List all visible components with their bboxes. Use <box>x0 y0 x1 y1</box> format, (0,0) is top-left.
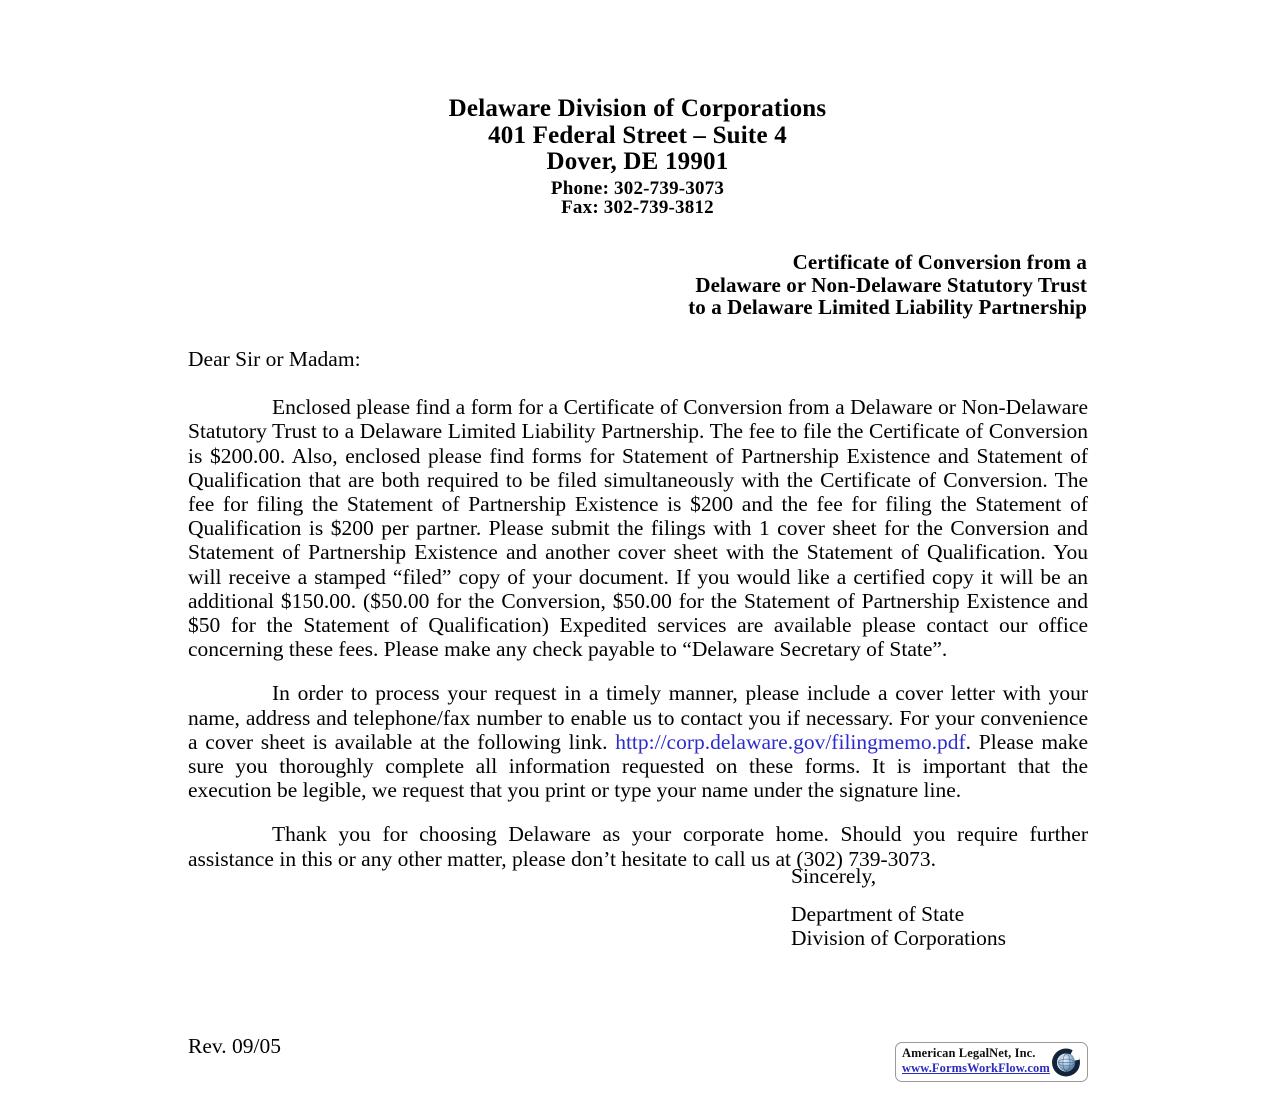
form-title-line-1: Certificate of Conversion from a <box>792 250 1087 274</box>
letterhead-fax: Fax: 302-739-3812 <box>561 197 714 218</box>
paragraph-cover-letter-text-before: In order to process your request in a timely manner, please include a cover letter with your name, address and telephone/fax number to enable us to contact you if necessary. For your convenience a cover sheet is available at the following link. <box>188 681 1088 754</box>
letter-body <box>188 347 1088 871</box>
letterhead-street: 401 Federal Street – Suite 4 <box>488 121 787 149</box>
signature-division: Division of Corporations <box>791 926 1006 951</box>
legalnet-text-group <box>902 1046 1050 1076</box>
letterhead <box>0 96 1275 218</box>
paragraph-fees: Enclosed please find a form for a Certificate of Conversion from a Delaware or Non-Delaware Statutory Trust to a Delaware Limited Liability Partnership. The fee to file the Certificate of Conversion is $200.00. Also, enclosed please find forms for Statement of Partnership Existence and Statement of Qualification that are both required to be filed simultaneously with the Certificate of Conversion. The fee for filing the Statement of Partnership Existence is $200 and the fee for filing the Statement of Qualification is $200 per partner. Please submit the filings with 1 cover sheet for the Conversion and Statement of Partnership Existence and another cover sheet with the Statement of Qualification. You will receive a stamped “filed” copy of your document. If you would like a certified copy it will be an additional $150.00. ($50.00 for the Conversion, $50.00 for the Statement of Partnership Existence and $50 for the Statement of Qualification) Expedited services are available please contact our office concerning these fees. Please make any check payable to “Delaware Secretary of State”. <box>188 395 1088 662</box>
signature-block <box>791 864 1006 951</box>
signature-department: Department of State <box>791 902 965 927</box>
letterhead-organization: Delaware Division of Corporations <box>448 95 827 122</box>
revision-label: Rev. 09/05 <box>188 1034 281 1058</box>
signature-spacer <box>791 888 1006 902</box>
american-legalnet-badge <box>895 1042 1088 1082</box>
form-title-line-3: to a Delaware Limited Liability Partnership <box>688 295 1087 320</box>
letterhead-phone: Phone: 302-739-3073 <box>550 177 725 199</box>
legalnet-website-link[interactable]: www.FormsWorkFlow.com <box>902 1061 1050 1075</box>
filing-memo-link[interactable]: http://corp.delaware.gov/filingmemo.pdf <box>615 729 966 754</box>
paragraph-cover-letter-text-after: . Please make sure you thoroughly complete all information requested on these forms. It is important that the execution be legible, we request that you print or type your name under the signature line. <box>188 729 1088 803</box>
letterhead-city-state-zip: Dover, DE 19901 <box>546 148 729 175</box>
paragraph-cover-letter <box>188 681 1088 802</box>
form-title-line-2: Delaware or Non-Delaware Statutory Trust <box>695 272 1087 297</box>
globe-ring-logo-icon <box>1049 1046 1083 1079</box>
salutation: Dear Sir or Madam: <box>188 347 361 371</box>
paragraph-thank-you: Thank you for choosing Delaware as your corporate home. Should you require further assistance in this or any other matter, please don’t hesitate to call us at (302) 739-3073. <box>188 822 1088 871</box>
legalnet-company-name: American LegalNet, Inc. <box>902 1046 1036 1060</box>
form-title <box>188 251 1087 319</box>
signature-closing: Sincerely, <box>791 864 877 888</box>
